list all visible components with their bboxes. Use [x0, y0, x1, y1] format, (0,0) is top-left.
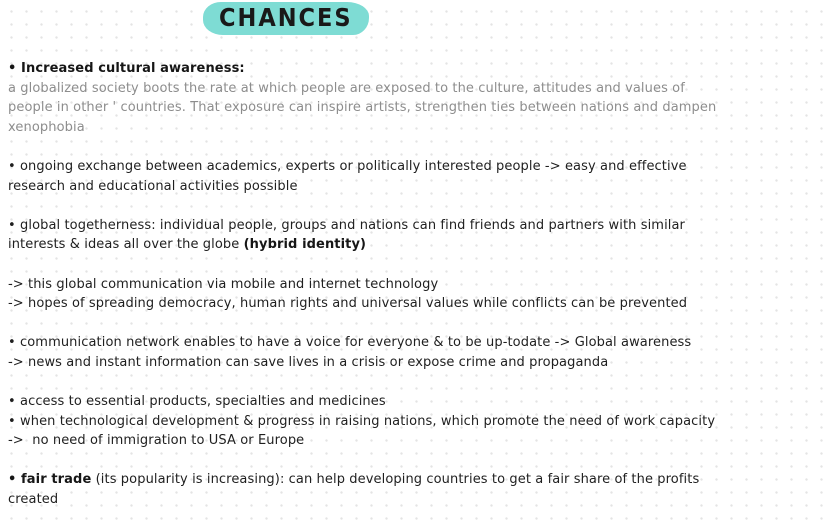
text-run: xenophobia	[8, 119, 85, 135]
note-line	[8, 470, 828, 490]
note-section-fair-trade	[8, 470, 828, 509]
note-line	[8, 79, 828, 99]
note-line	[8, 59, 828, 79]
text-run: • global togetherness: individual people, groups and nations can find friends and partners with similar	[8, 217, 685, 233]
text-run: • fair trade	[8, 472, 92, 488]
note-line	[8, 177, 828, 197]
note-body	[8, 59, 828, 529]
note-section-global-communication-arrows	[8, 275, 828, 314]
note-line	[8, 392, 828, 412]
note-line	[8, 412, 828, 432]
text-run: • ongoing exchange between academics, experts or politically interested people -> easy and effective	[8, 158, 687, 174]
text-run: (hybrid identity)	[243, 237, 367, 253]
text-run: • access to essential products, specialties and medicines	[8, 394, 386, 410]
text-run: -> this global communication via mobile and internet technology	[8, 276, 439, 292]
note-line	[8, 118, 828, 138]
note-line	[8, 294, 828, 314]
note-line	[8, 98, 828, 118]
note-section-ongoing-exchange	[8, 157, 828, 196]
note-section-communication-network	[8, 333, 828, 372]
note-line	[8, 333, 828, 353]
page-title-wrap	[203, 2, 369, 35]
note-section-global-togetherness	[8, 216, 828, 255]
text-run: -> hopes of spreading democracy, human rights and universal values while conflicts can be prevented	[8, 296, 688, 312]
text-run: interests & ideas all over the globe	[8, 237, 244, 253]
text-run: • when technological development & progress in raising nations, which promote the need of work capacity	[8, 413, 716, 429]
text-run: • Increased cultural awareness:	[8, 61, 245, 76]
note-line	[8, 235, 828, 255]
text-run: a globalized society boots the rate at which people are exposed to the culture, attitudes and values of	[8, 80, 685, 96]
text-run: -> news and instant information can save lives in a crisis or expose crime and propaganda	[8, 354, 609, 370]
text-run: created	[8, 492, 59, 508]
text-run: research and educational activities possible	[8, 178, 298, 194]
text-run: -> no need of immigration to USA or Europe	[8, 433, 305, 449]
note-line	[8, 490, 828, 510]
page-title: CHANCES	[219, 3, 353, 32]
note-section-access-and-development	[8, 392, 828, 451]
note-line	[8, 353, 828, 373]
text-run: (its popularity is increasing): can help developing countries to get a fair share of the profits	[91, 472, 700, 488]
text-run: • communication network enables to have a voice for everyone & to be up-todate -> Global awareness	[8, 335, 692, 351]
note-section-increased-cultural-awareness	[8, 59, 828, 137]
note-line	[8, 216, 828, 236]
note-line	[8, 431, 828, 451]
note-line	[8, 157, 828, 177]
title-highlight	[203, 2, 369, 35]
text-run: people in other ' countries. That exposure can inspire artists, strengthen ties between nations and dampen	[8, 100, 717, 116]
note-line	[8, 275, 828, 295]
